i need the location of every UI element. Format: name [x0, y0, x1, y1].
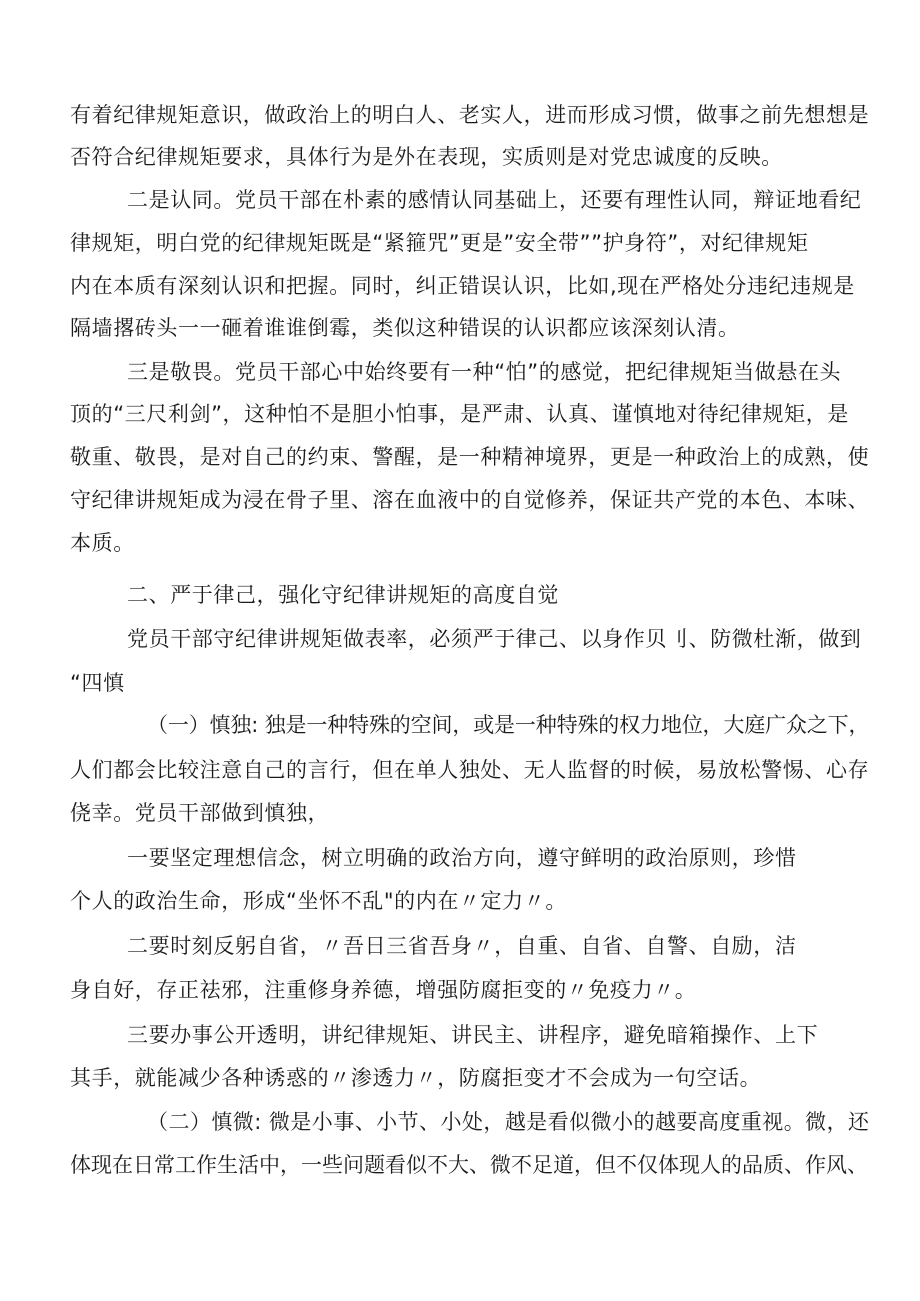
- text-line: 三要办事公开透明，讲纪律规矩、讲民主、讲程序，避免暗箱操作、上下: [127, 1023, 819, 1047]
- text-line: 党员干部守纪律讲规矩做表率，必须严于律己、以身作贝刂、防微杜渐，做到: [127, 627, 862, 651]
- text-line: （一）慎独: 独是一种特殊的空间，或是一种特殊的权力地位，大庭广众之下，: [147, 713, 870, 737]
- text-line: 有着纪律规矩意识，做政治上的明白人、老实人，进而形成习惯，做事之前先想想是: [70, 103, 870, 127]
- text-line: 敬重、敬畏，是对自己的约束、警醒，是一种精神境界，更是一种政治上的成熟，使: [70, 445, 870, 469]
- text-line: 体现在日常工作生活中，一些问题看似不大、微不足道，但不仅体现人的品质、作风、: [70, 1153, 868, 1177]
- text-line: 隔墙撂砖头一一砸着谁谁倒霉，类似这种错误的认识都应该深刻认清。: [70, 316, 740, 340]
- section-heading: 二、严于律己，强化守纪律讲规矩的高度自觉: [127, 583, 559, 607]
- text-line: 侥幸。党员干部做到慎独，: [70, 801, 330, 825]
- text-line: 其手，就能减少各种诱惑的〃渗透力〃，防腐拒变才不会成为一句空话。: [70, 1066, 762, 1090]
- text-line: 本质。: [70, 531, 135, 555]
- text-line: 人们都会比较注意自己的言行，但在单人独处、无人监督的时候，易放松警惕、心存: [70, 758, 870, 782]
- text-line: 否符合纪律规矩要求，具体行为是外在表现，实质则是对党忠诚度的反映。: [70, 145, 783, 169]
- text-line: 律规矩，明白党的纪律规矩既是“紧箍咒”更是”安全带””护身符”，对纪律规矩: [70, 231, 809, 255]
- text-line: 守纪律讲规矩成为浸在骨子里、溶在血液中的自觉修养，保证共产党的本色、本味、: [70, 488, 870, 512]
- text-line: 一要坚定理想信念，树立明确的政治方向，遵守鲜明的政治原则，珍惜: [127, 846, 797, 870]
- text-line: 身自好，存正祛邪，注重修身养德，增强防腐拒变的〃免疫力〃。: [70, 978, 697, 1002]
- text-line: （二）慎微: 微是小事、小节、小处，越是看似微小的越要高度重视。微，还: [147, 1110, 870, 1134]
- text-line: 内在本质有深刻认识和把握。同时，纠正错误认识，比如,现在严格处分违纪违规是: [70, 274, 855, 298]
- text-line: 二要时刻反躬自省，〃吾日三省吾身〃，自重、自省、自警、自励，洁: [127, 934, 797, 958]
- text-line: 二是认同。党员干部在朴素的感情认同基础上，还要有理性认同，辩证地看纪: [127, 188, 862, 212]
- text-line: 个人的政治生命，形成“坐怀不乱"的内在〃定力〃。: [70, 889, 567, 913]
- text-line: 顶的“三尺利剑”，这种怕不是胆小怕事，是严肃、认真、谨慎地对待纪律规矩，是: [70, 402, 849, 426]
- text-line: 三是敬畏。党员干部心中始终要有一种“怕”的感觉，把纪律规矩当做悬在头: [127, 360, 842, 384]
- text-line: “四慎: [70, 671, 125, 695]
